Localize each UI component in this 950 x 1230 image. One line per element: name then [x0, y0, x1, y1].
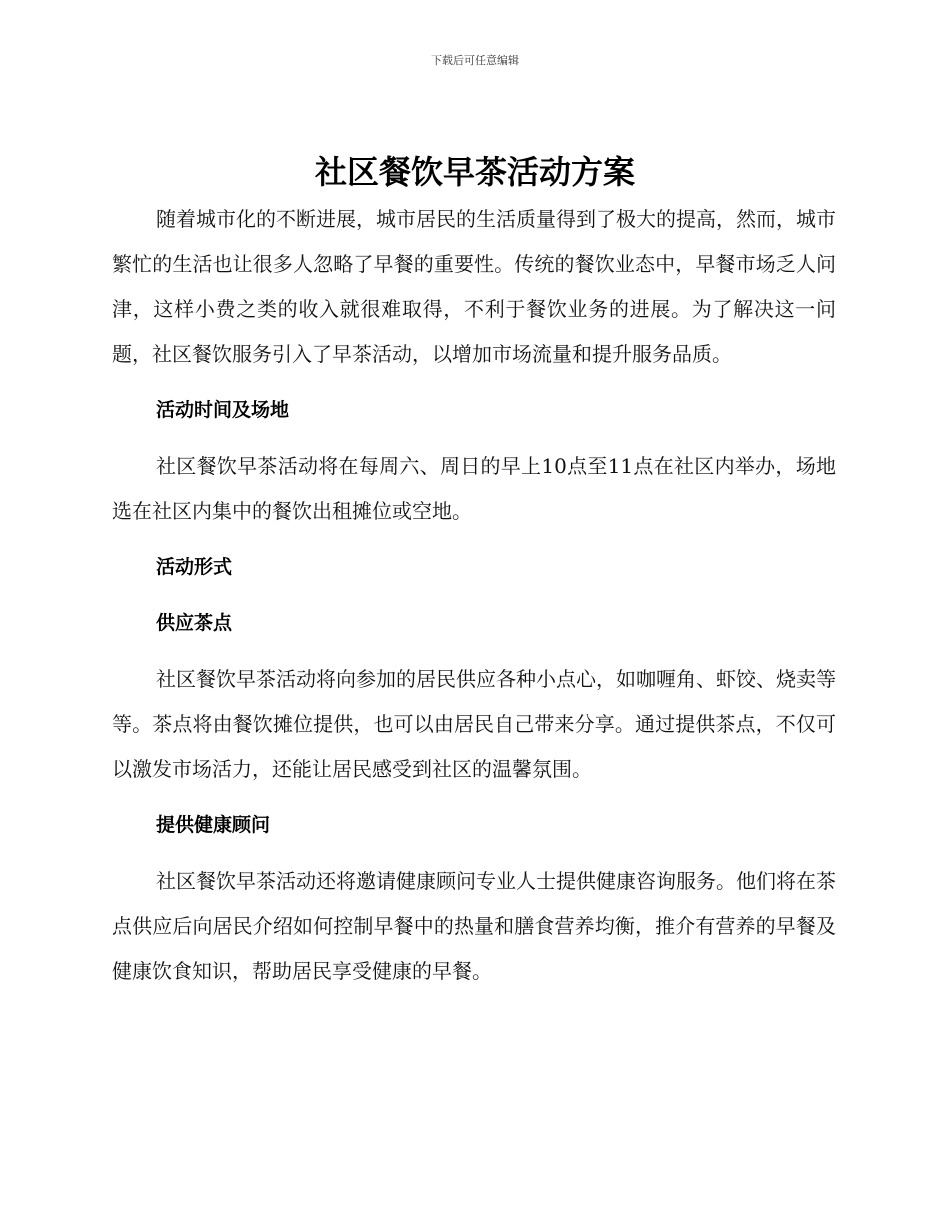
document-body: [112, 197, 836, 1005]
section-paragraph-refreshments: 社区餐饮早茶活动将向参加的居民供应各种小点心，如咖喱角、虾饺、烧卖等等。茶点将由餐饮摊位提供，也可以由居民自己带来分享。通过提供茶点，不仅可以激发市场活力，还能让居民感受到社区的温馨氛围。: [112, 667, 836, 781]
section-heading-time-venue: 活动时间及场地: [156, 399, 290, 421]
section-heading-activity-format: 活动形式: [156, 556, 233, 578]
section-paragraph-health-advisor: 社区餐饮早茶活动还将邀请健康顾问专业人士提供健康咨询服务。他们将在茶点供应后向居民介绍如何控制早餐中的热量和膳食营养均衡，推介有营养的早餐及健康饮食知识，帮助居民享受健康的早餐。: [112, 869, 836, 983]
section-paragraph-time-venue: 社区餐饮早茶活动将在每周六、周日的早上10点至11点在社区内举办，场地选在社区内集中的餐饮出租摊位或空地。: [112, 454, 836, 523]
page-header-note: 下载后可任意编辑: [431, 54, 519, 67]
intro-paragraph: 随着城市化的不断进展，城市居民的生活质量得到了极大的提高，然而，城市繁忙的生活也让很多人忽略了早餐的重要性。传统的餐饮业态中，早餐市场乏人问津，这样小费之类的收入就很难取得，不利于餐饮业务的进展。为了解决这一问题，社区餐饮服务引入了早茶活动，以增加市场流量和提升服务品质。: [112, 207, 836, 366]
document-title: 社区餐饮早茶活动方案: [314, 153, 635, 191]
section-heading-refreshments: 供应茶点: [156, 612, 233, 634]
section-heading-health-advisor: 提供健康顾问: [156, 814, 271, 836]
